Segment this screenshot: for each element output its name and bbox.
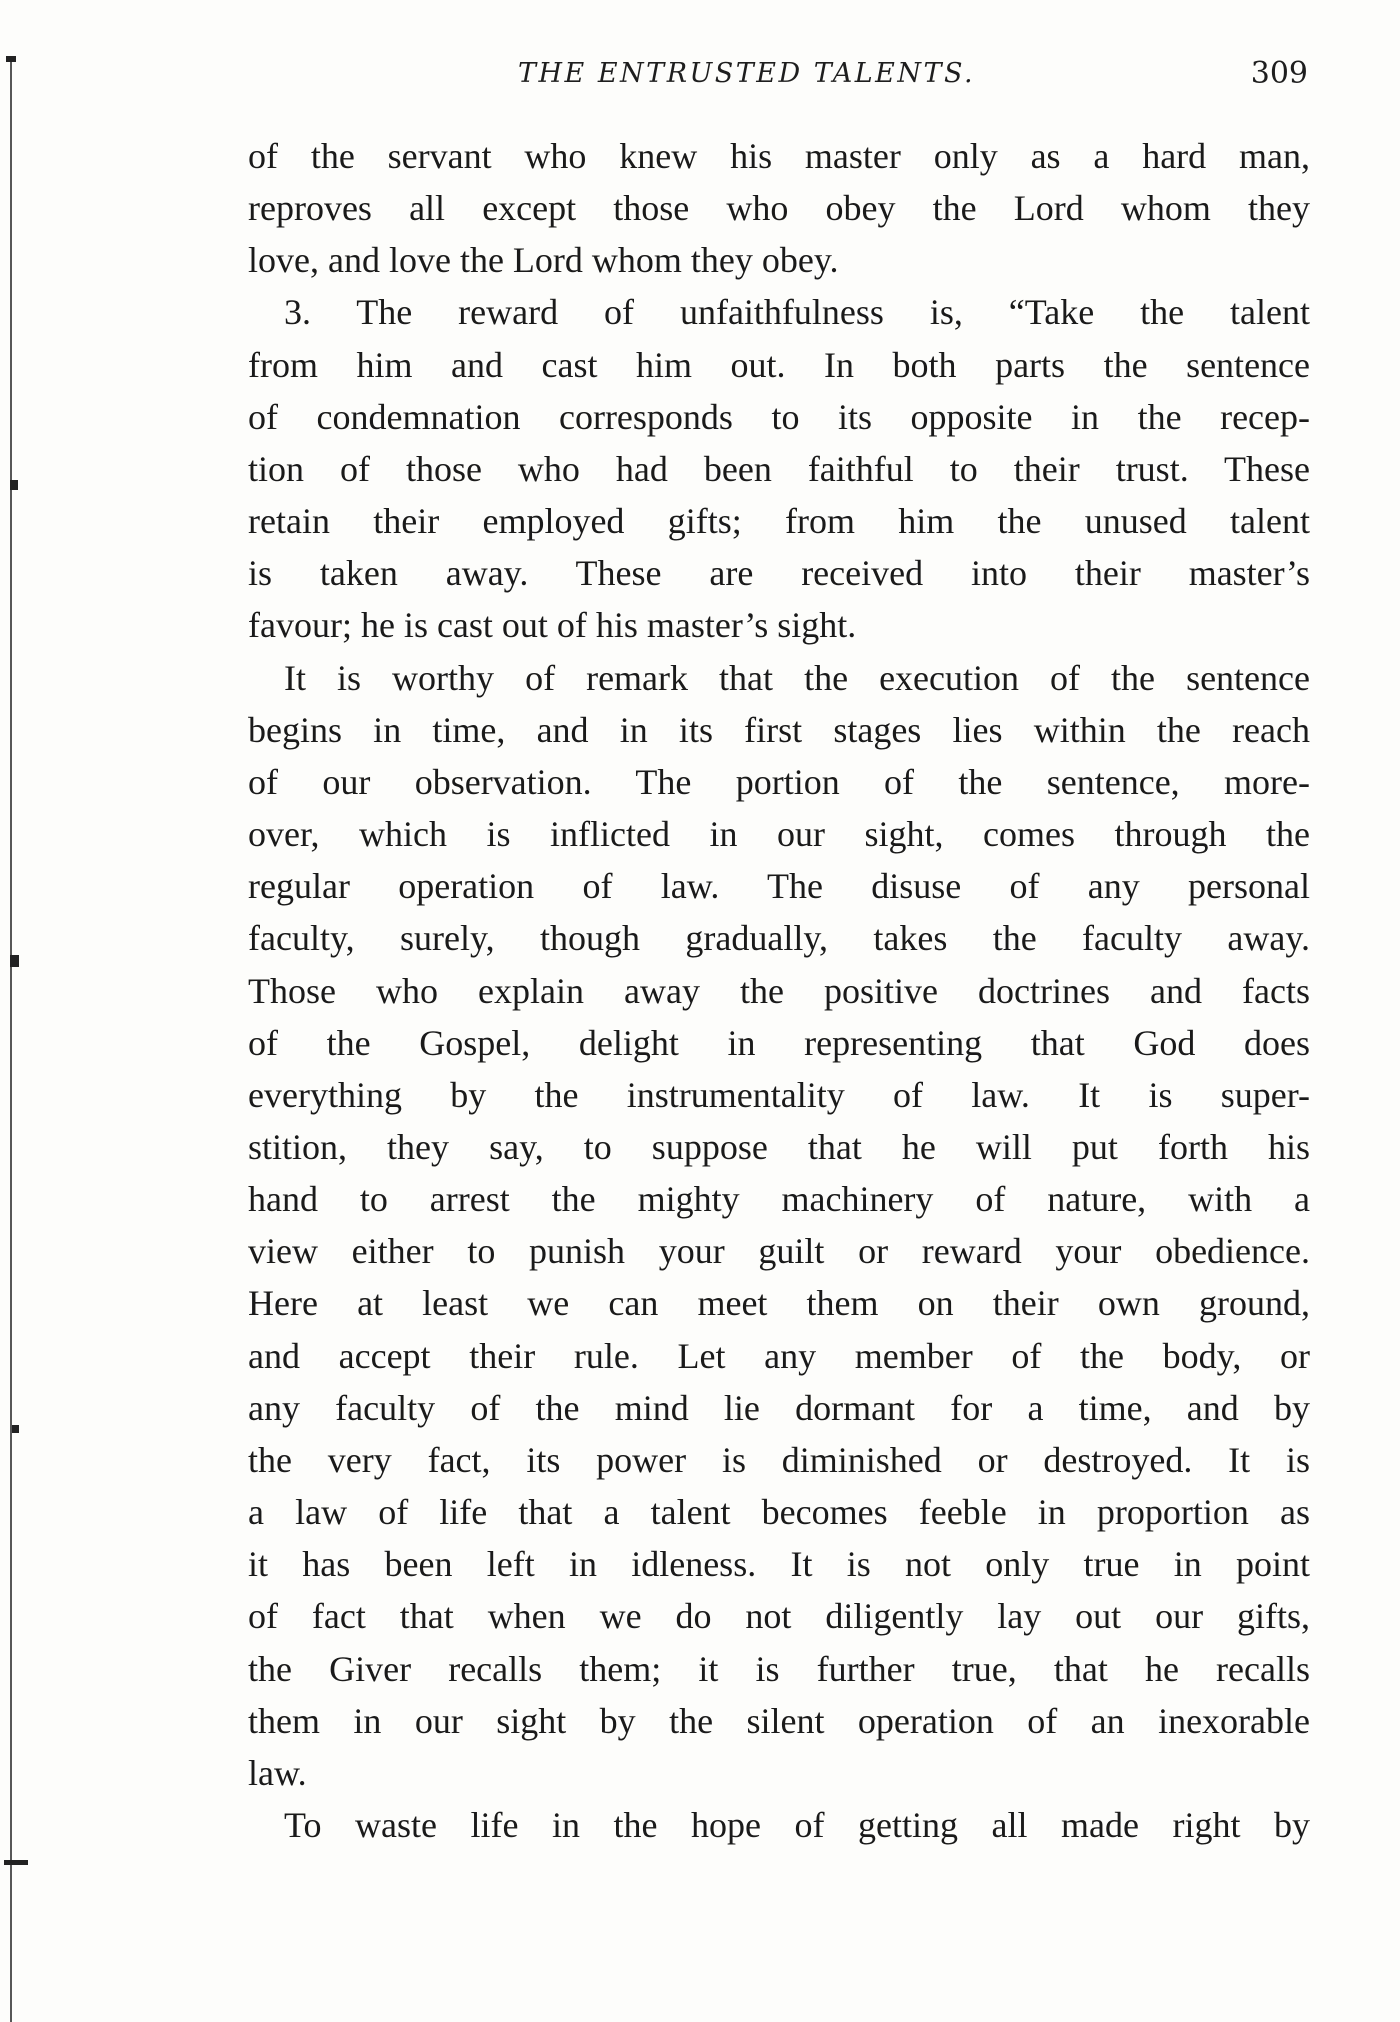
running-title: THE ENTRUSTED TALENTS. [518, 58, 976, 89]
text-line: reproves all except those who obey the Lord whom they [248, 188, 1310, 229]
text-line: them in our sight by the silent operation of an inexorable [248, 1700, 1310, 1741]
text-line: of the Gospel, delight in representing that God does [248, 1022, 1310, 1063]
binding-mark [10, 480, 18, 490]
text-line: love, and love the Lord whom they obey. [248, 240, 839, 281]
text-line: of our observation. The portion of the sentence, more- [248, 761, 1310, 802]
text-line: Here at least we can meet them on their own ground, [248, 1283, 1310, 1324]
text-line: Those who explain away the positive doctrines and facts [248, 970, 1310, 1011]
text-line: favour; he is cast out of his master’s sight. [248, 605, 857, 646]
text-line: It is worthy of remark that the execution of the sentence [284, 657, 1310, 698]
body-text [248, 130, 1310, 1851]
binding-mark [10, 955, 19, 967]
text-line: and accept their rule. Let any member of the body, or [248, 1335, 1310, 1376]
running-head [248, 58, 1308, 98]
text-line: To waste life in the hope of getting all made right by [284, 1805, 1310, 1845]
binding-edge [10, 60, 12, 2022]
text-line: view either to punish your guilt or reward your obedience. [248, 1231, 1310, 1272]
text-line: hand to arrest the mighty machinery of nature, with a [248, 1179, 1310, 1220]
binding-mark [6, 56, 16, 62]
text-line: over, which is inflicted in our sight, comes through the [248, 814, 1310, 855]
text-line: any faculty of the mind lie dormant for a time, and by [248, 1387, 1310, 1428]
text-line: retain their employed gifts; from him the unused talent [248, 501, 1310, 542]
binding-mark [4, 1860, 28, 1865]
text-line: faculty, surely, though gradually, takes the faculty away. [248, 918, 1310, 959]
text-line: the very fact, its power is diminished or destroyed. It is [248, 1439, 1310, 1480]
text-line: law. [248, 1752, 307, 1793]
text-line: begins in time, and in its first stages lies within the reach [248, 709, 1310, 750]
text-line: from him and cast him out. In both parts the sentence [248, 344, 1310, 385]
text-line: 3. The reward of unfaithfulness is, “Take the talent [284, 292, 1310, 333]
text-line: everything by the instrumentality of law. It is super- [248, 1074, 1310, 1115]
text-line: is taken away. These are received into their master’s [248, 553, 1310, 594]
text-line: it has been left in idleness. It is not only true in point [248, 1544, 1310, 1585]
text-line: stition, they say, to suppose that he will put forth his [248, 1126, 1310, 1167]
text-line: tion of those who had been faithful to their trust. These [248, 448, 1310, 489]
text-line: regular operation of law. The disuse of any personal [248, 866, 1310, 907]
text-line: of the servant who knew his master only as a hard man, [248, 136, 1310, 176]
text-line: of condemnation corresponds to its opposite in the recep- [248, 396, 1310, 437]
binding-mark [12, 1425, 19, 1433]
page-number: 309 [1250, 56, 1308, 91]
text-line: the Giver recalls them; it is further true, that he recalls [248, 1648, 1310, 1689]
text-line: of fact that when we do not diligently lay out our gifts, [248, 1596, 1310, 1637]
text-line: a law of life that a talent becomes feeble in proportion as [248, 1492, 1310, 1533]
